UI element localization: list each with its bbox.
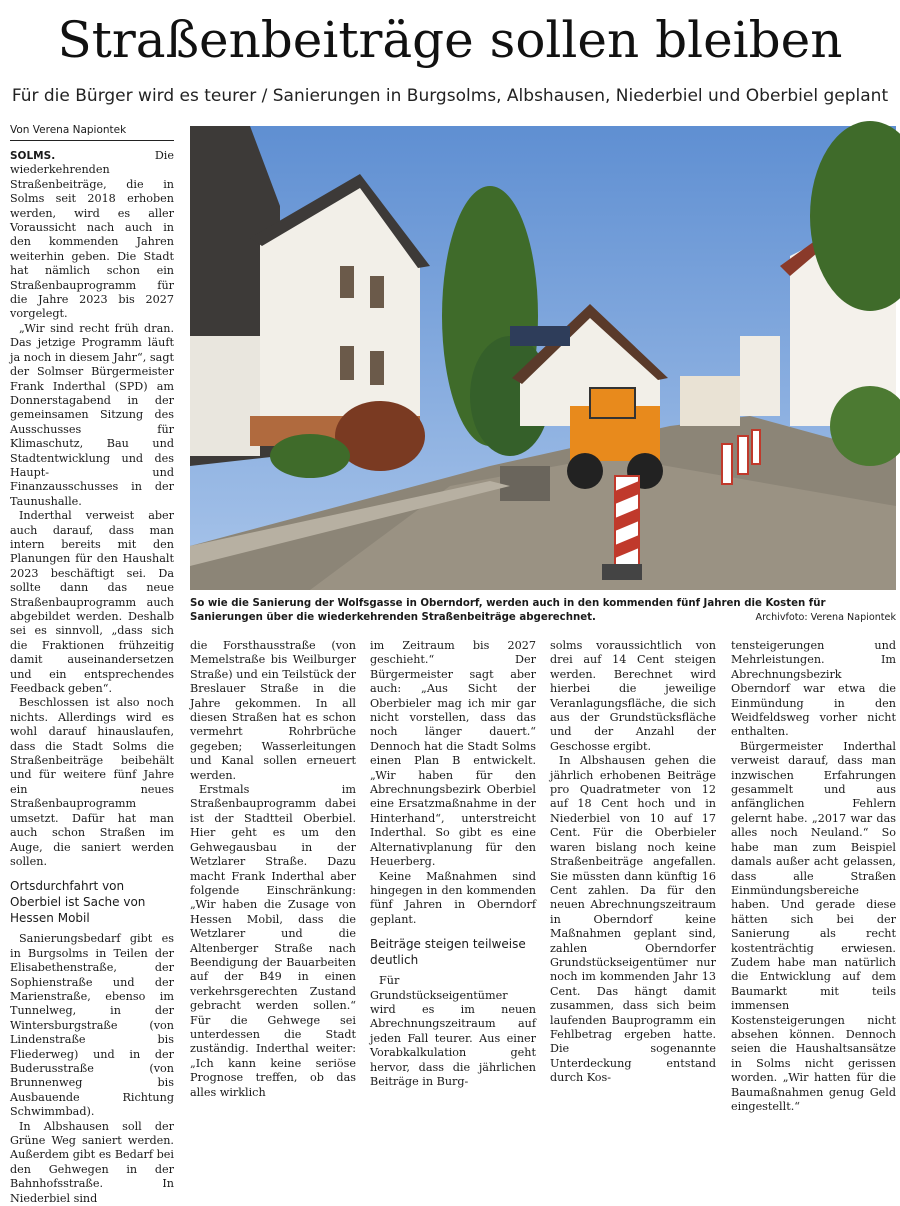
lead-text: Die wiederkehrenden Straßenbeiträge, die in Solms seit 2018 erhoben werden, wird es aller Voraussicht nach auch in den kommenden Jahren weiterhin geben. Die Stadt hat nämlich schon ein Straßenbauprogramm für die Jahre 2023 bis 2027 vorgelegt. xyxy=(10,149,174,321)
article-column-2 xyxy=(190,639,356,1099)
paragraph: Für Grundstückseigentümer wird es im neuen Abrechnungszeitraum auf jeden Fall teurer. Aus einer Vorabkalkulation geht hervor, dass die jährlichen Beiträge in Burg- xyxy=(370,974,536,1088)
subheading: Ortsdurchfahrt von Oberbiel ist Sache von Hessen Mobil xyxy=(10,879,146,926)
article-column-3 xyxy=(370,639,536,1088)
article-column-5 xyxy=(731,639,896,1113)
paragraph: im Zeitraum bis 2027 geschieht.“ Der Bürgermeister sagt aber auch: „Aus Sicht der Oberbieler mag ich mir gar nicht vorstellen, dass das noch länger dauert.“ Dennoch hat die Stadt Solms einen Plan B entwickelt. „Wir haben für den Abrechnungsbezirk Oberbiel eine Ersatzmaßnahme in der Hinterhand“, unterstreicht Inderthal. So gibt es eine Alternativplanung für den Heuerberg. xyxy=(370,639,536,869)
lead-paragraph xyxy=(10,149,174,322)
paragraph: Beschlossen ist also noch nichts. Allerdings wird es wohl darauf hinauslaufen, dass die Stadt Solms die Straßenbeiträge beibehält und für weitere fünf Jahre ein neues Straßenbauprogramm umsetzt. Dafür hat man auch schon Straßen im Auge, die saniert werden sollen. xyxy=(10,696,174,868)
paragraph: Inderthal verweist aber auch darauf, dass man intern bereits mit den Planungen für den Haushalt 2023 beschäftigt sei. Da sollte dann das neue Straßenbauprogramm auch abgebildet werden. Deshalb sei es sinnvoll, „dass sich die Fraktionen frühzeitig damit auseinandersetzen und ein entsprechendes Feedback geben“. xyxy=(10,509,174,696)
paragraph: die Forsthausstraße (von Memelstraße bis Weilburger Straße) und ein Teilstück der Breslauer Straße in die Jahre gekommen. In all diesen Straßen hat es schon vermehrt Rohrbrüche gegeben; Wasserleitungen und Kanal sollen erneuert werden. xyxy=(190,639,356,782)
paragraph: solms voraussichtlich von drei auf 14 Cent steigen werden. Berechnet wird hierbei die jeweilige Veranlagungsfläche, die sich aus der Grundstücksfläche und der Anzahl der Geschosse ergibt. xyxy=(550,639,716,753)
paragraph: Sanierungsbedarf gibt es in Burgsolms in Teilen der Elisabethenstraße, der Sophienstraße und der Marienstraße, ebenso im Tunnelweg, in der Wintersburgstraße (von Lindenstraße bis Fliederweg) und in der Buderusstraße (von Brunnenweg bis Ausbauende Richtung Schwimmbad). xyxy=(10,932,174,1119)
paragraph: In Albshausen gehen die jährlich erhobenen Beiträge pro Quadratmeter von 12 auf 18 Cent hoch und in Niederbiel von 10 auf 17 Cent. Für die Oberbieler waren bislang noch keine Straßenbeiträge angefallen. Sie müssten dann künftig 16 Cent zahlen. Da für den neuen Abrechnungszeitraum in Oberndorf keine Maßnahmen geplant sind, zahlen Oberndorfer Grundstückseigentümer nur noch im kommenden Jahr 13 Cent. Das hängt damit zusammen, dass sich beim laufenden Bauprogramm ein Fehlbetrag ergeben hatte. Die sogenannte Unterdeckung entstand durch Kos- xyxy=(550,754,716,1085)
paragraph: Bürgermeister Inderthal verweist darauf, dass man inzwischen Erfahrungen gesammelt und aus anfänglichen Fehlern gelernt habe. „2017 war das alles noch Neuland.“ So habe man zum Beispiel damals außer acht gelassen, dass alle Straßen Einmündungsbereiche haben. Und gerade diese hätten sich bei der Sanierung als recht kostenträchtig erwiesen. Zudem habe man natürlich die Entwicklung auf dem Baumarkt mit teils immensen Kostensteigerungen nicht absehen können. Dennoch seien die Haushaltsansätze in Solms nicht gerissen worden. „Wir hatten für die Baumaßnahmen genug Geld eingestellt.“ xyxy=(731,739,896,1113)
street-construction-photo xyxy=(190,126,896,590)
byline: Von Verena Napiontek xyxy=(10,123,174,141)
article-photo xyxy=(190,126,896,590)
headline: Straßenbeiträge sollen bleiben xyxy=(57,11,843,69)
article-column-1 xyxy=(10,149,174,1205)
paragraph: „Wir sind recht früh dran. Das jetzige Programm läuft ja noch in diesem Jahr“, sagt der Solmser Bürgermeister Frank Inderthal (SPD) am Donnerstagabend in der gemeinsamen Sitzung des Ausschusses für Klimaschutz, Bau und Stadtentwicklung und des Haupt- und Finanzausschusses in der Taunushalle. xyxy=(10,321,174,508)
subheading: Beiträge steigen teilweise deutlich xyxy=(370,937,526,968)
photo-credit: Archivfoto: Verena Napiontek xyxy=(755,611,896,623)
paragraph: In Albshausen soll der Grüne Weg saniert werden. Außerdem gibt es Bedarf bei den Gehwegen in der Bahnhofsstraße. In Niederbiel sind xyxy=(10,1119,174,1205)
photo-caption xyxy=(190,597,896,624)
caption-text: So wie die Sanierung der Wolfsgasse in Oberndorf, werden auch in den kommenden fünf Jahren die Kosten für Sanierungen über die wiederkehrenden Straßenbeiträge abgerechnet. xyxy=(190,598,826,623)
paragraph: Keine Maßnahmen sind hingegen in den kommenden fünf Jahren in Oberndorf geplant. xyxy=(370,869,536,926)
paragraph: Erstmals im Straßenbauprogramm dabei ist der Stadtteil Oberbiel. Hier geht es um den Gehwegausbau in der Wetzlarer Straße. Dazu macht Frank Inderthal aber folgende Einschränkung: „Wir haben die Zusage von Hessen Mobil, dass die Wetzlarer und die Altenberger Straße nach Beendigung der Bauarbeiten auf der B49 in einen verkehrsgerechten Zustand gebracht werden sollen.“ Für die Gehwege sei unterdessen die Stadt zuständig. Inderthal weiter: „Ich kann keine seriöse Prognose treffen, ob das alles wirklich xyxy=(190,783,356,1099)
article-column-4 xyxy=(550,639,716,1085)
paragraph: tensteigerungen und Mehrleistungen. Im Abrechnungsbezirk Oberndorf war etwa die Einmündung in den Weidfeldsweg vorher nicht enthalten. xyxy=(731,639,896,739)
subheadline: Für die Bürger wird es teurer / Sanierungen in Burgsolms, Albshausen, Niederbiel und Oberbiel geplant xyxy=(11,86,889,106)
dateline: SOLMS. xyxy=(10,150,56,162)
